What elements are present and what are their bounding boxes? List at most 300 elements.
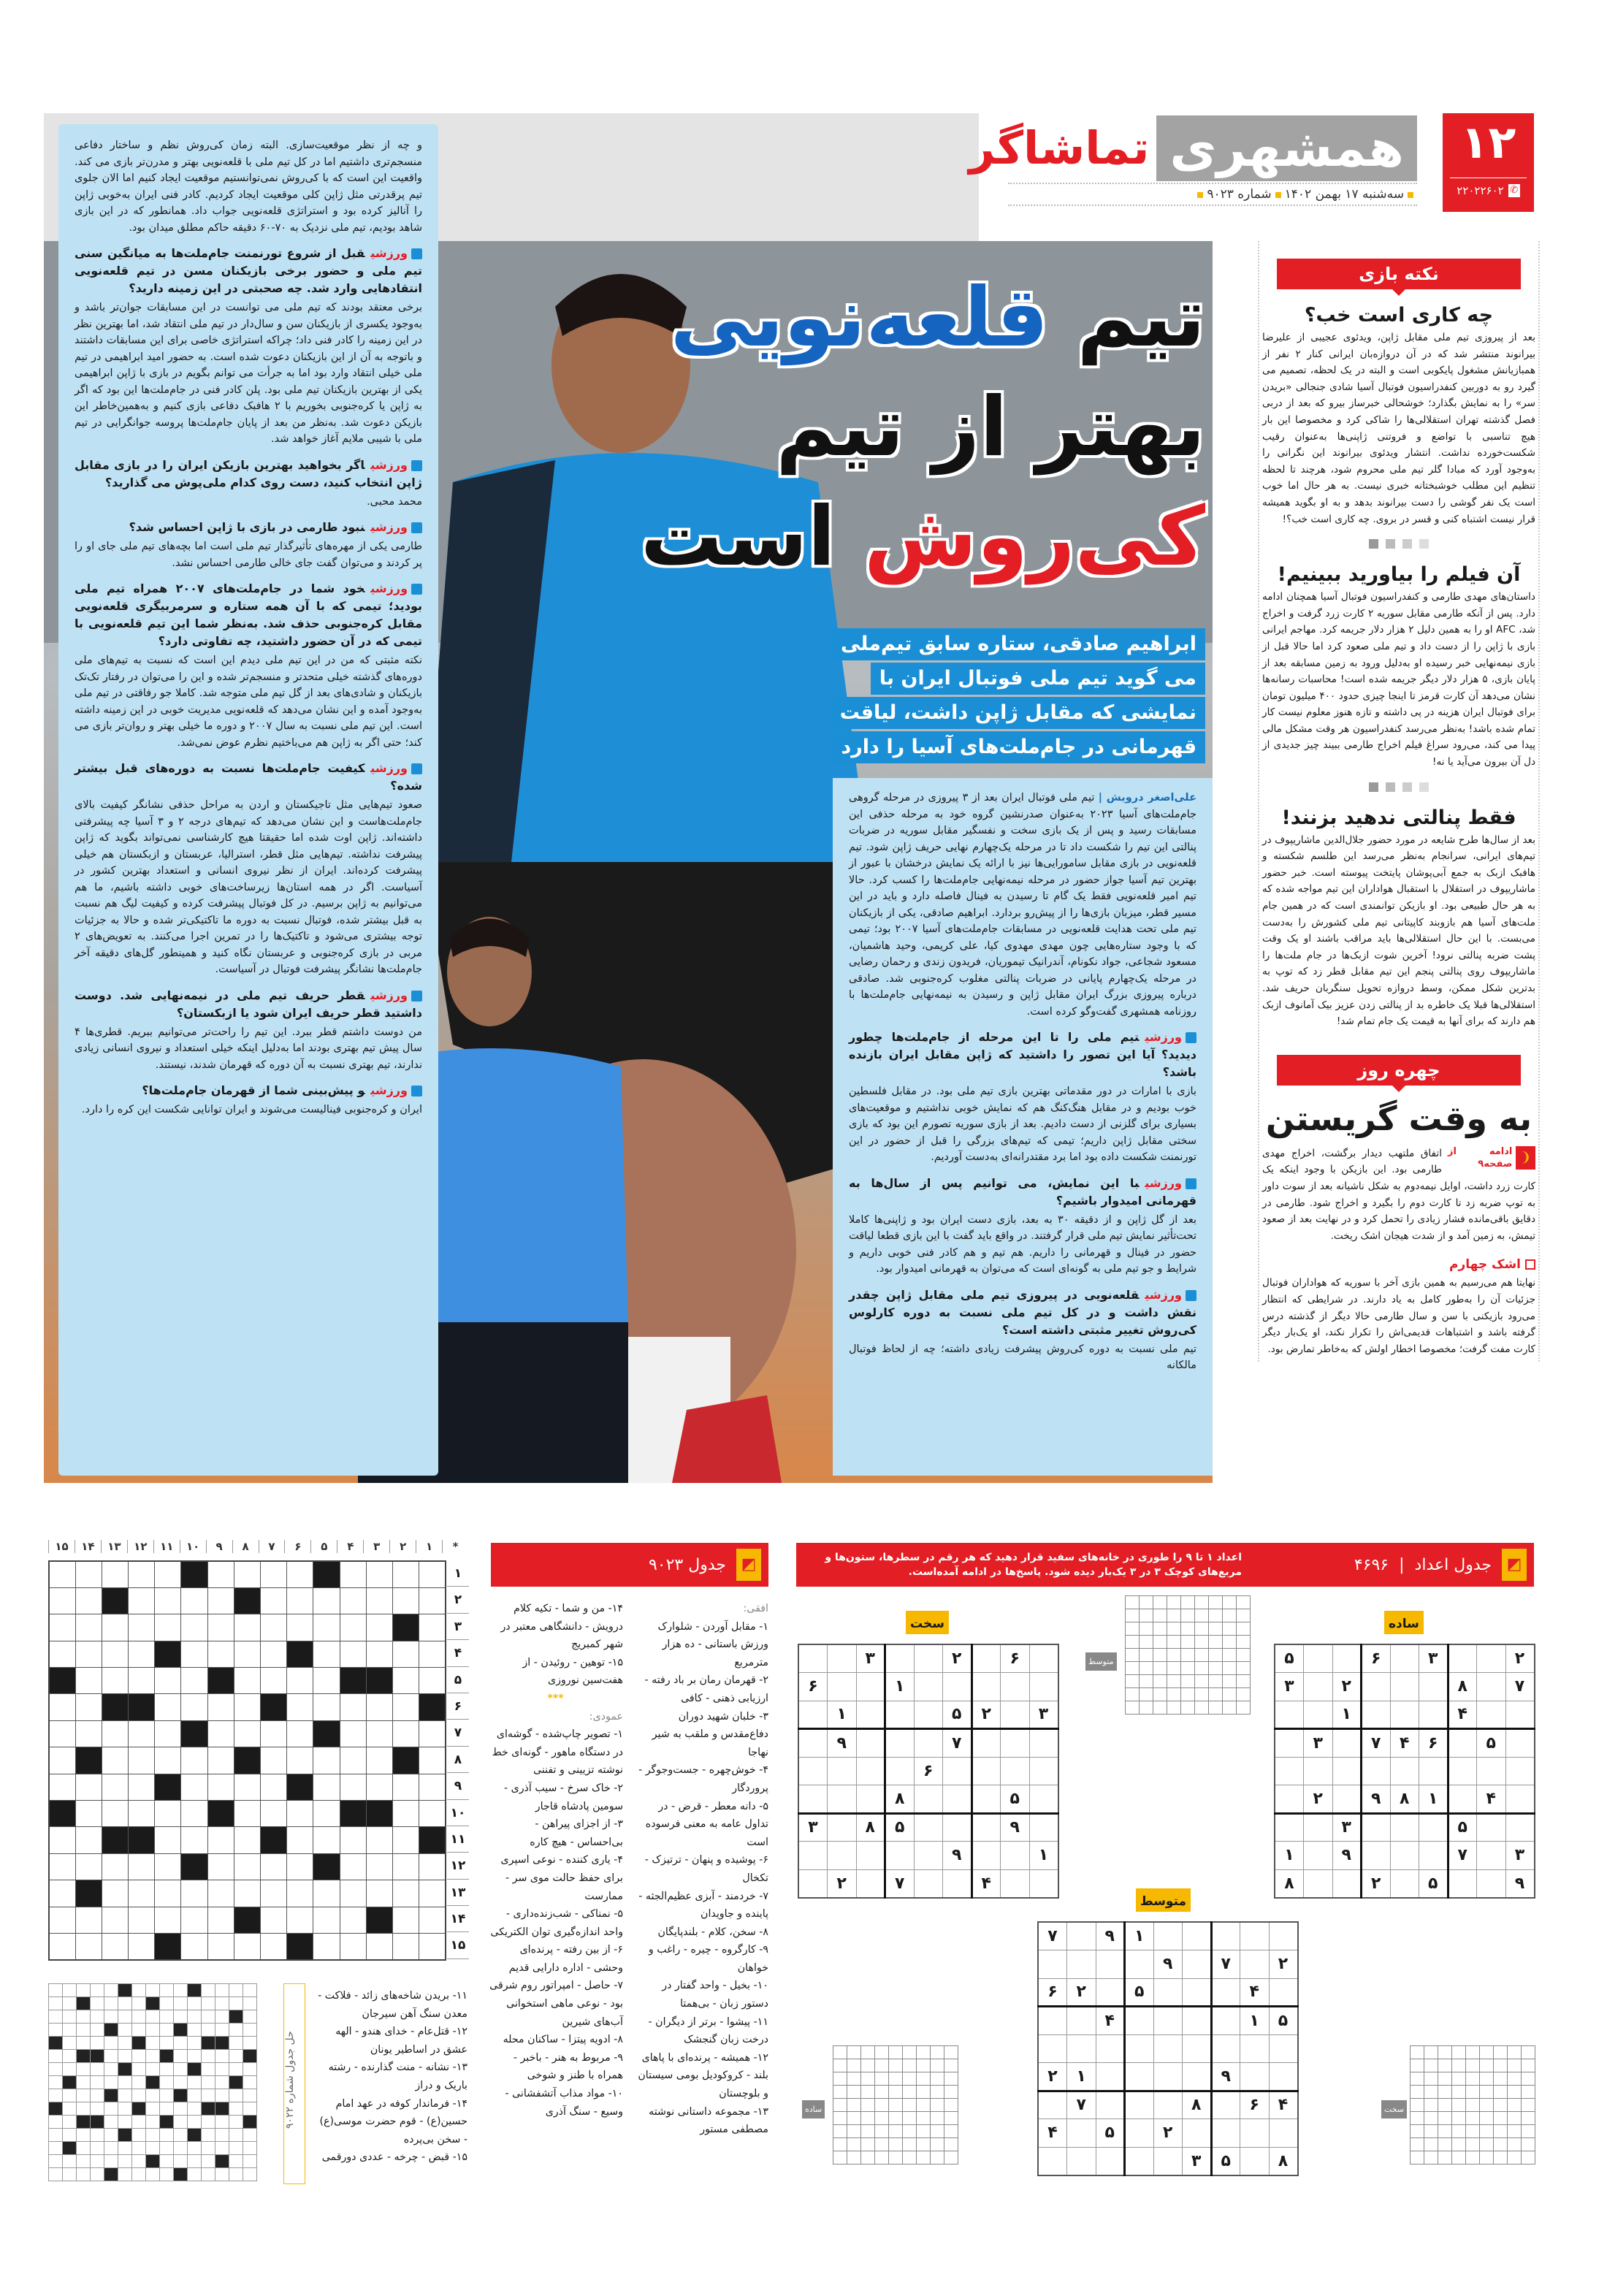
crossword-cell[interactable]: [129, 1880, 155, 1907]
sudoku-cell[interactable]: [1038, 2007, 1067, 2035]
sudoku-cell[interactable]: [1125, 2119, 1154, 2148]
crossword-cell[interactable]: [181, 1933, 207, 1959]
crossword-cell[interactable]: [155, 1587, 181, 1614]
sudoku-cell[interactable]: [1001, 1869, 1030, 1898]
crossword-cell[interactable]: [49, 1747, 75, 1774]
sudoku-cell[interactable]: [1304, 1842, 1333, 1870]
crossword-cell[interactable]: [392, 1774, 419, 1800]
crossword-cell[interactable]: [287, 1907, 313, 1933]
sudoku-cell[interactable]: ۱: [1419, 1785, 1448, 1814]
crossword-cell[interactable]: [49, 1907, 75, 1933]
sudoku-cell[interactable]: [1477, 1701, 1506, 1729]
crossword-cell[interactable]: [155, 1668, 181, 1694]
crossword-cell[interactable]: [49, 1587, 75, 1614]
crossword-cell[interactable]: [287, 1747, 313, 1774]
sudoku-cell[interactable]: [1419, 1842, 1448, 1870]
sudoku-cell[interactable]: [1505, 1813, 1535, 1842]
sudoku-cell[interactable]: ۷: [1067, 2091, 1096, 2119]
sudoku-cell[interactable]: ۳: [1304, 1729, 1333, 1758]
sudoku-cell[interactable]: ۳: [798, 1813, 828, 1842]
sudoku-cell[interactable]: [1275, 1813, 1304, 1842]
sudoku-cell[interactable]: [828, 1757, 857, 1785]
sudoku-cell[interactable]: ۵: [885, 1813, 915, 1842]
crossword-cell[interactable]: [287, 1668, 313, 1694]
sudoku-cell[interactable]: [1269, 1978, 1298, 2007]
crossword-cell[interactable]: [419, 1641, 446, 1667]
sudoku-cell[interactable]: [1269, 1922, 1298, 1950]
sudoku-cell[interactable]: [1096, 1950, 1125, 1979]
sudoku-cell[interactable]: [1269, 2063, 1298, 2091]
sudoku-cell[interactable]: [1001, 1757, 1030, 1785]
crossword-cell[interactable]: [181, 1720, 207, 1747]
sudoku-cell[interactable]: [1153, 1922, 1183, 1950]
sudoku-cell[interactable]: ۳: [1332, 1813, 1362, 1842]
sudoku-cell[interactable]: [914, 1673, 943, 1701]
sudoku-cell[interactable]: [1125, 2091, 1154, 2119]
sudoku-cell[interactable]: [1362, 1701, 1391, 1729]
crossword-cell[interactable]: [419, 1827, 446, 1853]
sudoku-cell[interactable]: ۹: [1362, 1785, 1391, 1814]
crossword-cell[interactable]: [181, 1853, 207, 1880]
sudoku-cell[interactable]: [885, 1729, 915, 1758]
crossword-cell[interactable]: [102, 1880, 128, 1907]
sudoku-cell[interactable]: [1448, 1869, 1477, 1898]
sudoku-cell[interactable]: [1419, 1813, 1448, 1842]
crossword-cell[interactable]: [49, 1801, 75, 1827]
crossword-cell[interactable]: [392, 1641, 419, 1667]
sudoku-cell[interactable]: [1390, 1644, 1419, 1673]
sudoku-cell[interactable]: [972, 1729, 1001, 1758]
crossword-cell[interactable]: [392, 1614, 419, 1641]
sudoku-cell[interactable]: [972, 1644, 1001, 1673]
sudoku-cell[interactable]: [828, 1813, 857, 1842]
sudoku-cell[interactable]: [1332, 1644, 1362, 1673]
sudoku-cell[interactable]: ۶: [914, 1757, 943, 1785]
crossword-cell[interactable]: [419, 1668, 446, 1694]
sudoku-cell[interactable]: [943, 1757, 972, 1785]
crossword-cell[interactable]: [366, 1853, 392, 1880]
crossword-cell[interactable]: [340, 1880, 366, 1907]
sudoku-cell[interactable]: [1362, 1757, 1391, 1785]
sudoku-cell[interactable]: ۵: [1096, 2119, 1125, 2148]
sudoku-cell[interactable]: [856, 1729, 885, 1758]
crossword-cell[interactable]: [340, 1614, 366, 1641]
sudoku-cell[interactable]: [1304, 1644, 1333, 1673]
sudoku-cell[interactable]: [1001, 1673, 1030, 1701]
crossword-cell[interactable]: [75, 1880, 102, 1907]
sudoku-cell[interactable]: [1304, 1869, 1333, 1898]
crossword-cell[interactable]: [313, 1720, 340, 1747]
sudoku-cell[interactable]: [798, 1842, 828, 1870]
crossword-cell[interactable]: [261, 1827, 287, 1853]
sudoku-cell[interactable]: [1029, 1757, 1058, 1785]
crossword-cell[interactable]: [49, 1827, 75, 1853]
sudoku-cell[interactable]: [1477, 1813, 1506, 1842]
crossword-cell[interactable]: [366, 1561, 392, 1587]
crossword-cell[interactable]: [49, 1880, 75, 1907]
sudoku-cell[interactable]: ۸: [1183, 2091, 1212, 2119]
crossword-cell[interactable]: [207, 1747, 234, 1774]
sudoku-cell[interactable]: ۱: [1332, 1701, 1362, 1729]
sudoku-cell[interactable]: ۹: [1332, 1842, 1362, 1870]
sudoku-cell[interactable]: [1001, 1729, 1030, 1758]
crossword-cell[interactable]: [313, 1907, 340, 1933]
crossword-cell[interactable]: [102, 1933, 128, 1959]
crossword-cell[interactable]: [129, 1587, 155, 1614]
sudoku-cell[interactable]: [914, 1869, 943, 1898]
sudoku-cell[interactable]: [1067, 1922, 1096, 1950]
sudoku-cell[interactable]: [1029, 1644, 1058, 1673]
crossword-cell[interactable]: [181, 1907, 207, 1933]
sudoku-cell[interactable]: [1505, 1785, 1535, 1814]
sudoku-cell[interactable]: [1304, 1701, 1333, 1729]
sudoku-cell[interactable]: [1125, 2063, 1154, 2091]
sudoku-cell[interactable]: [885, 1701, 915, 1729]
sudoku-cell[interactable]: [1001, 1842, 1030, 1870]
crossword-cell[interactable]: [155, 1720, 181, 1747]
crossword-cell[interactable]: [129, 1614, 155, 1641]
sudoku-cell[interactable]: [914, 1842, 943, 1870]
crossword-cell[interactable]: [234, 1853, 260, 1880]
crossword-cell[interactable]: [419, 1933, 446, 1959]
sudoku-cell[interactable]: [1477, 1673, 1506, 1701]
sudoku-cell[interactable]: [1477, 1869, 1506, 1898]
crossword-cell[interactable]: [392, 1933, 419, 1959]
crossword-cell[interactable]: [392, 1907, 419, 1933]
crossword-cell[interactable]: [129, 1827, 155, 1853]
crossword-cell[interactable]: [207, 1827, 234, 1853]
sudoku-cell[interactable]: ۶: [1038, 1978, 1067, 2007]
crossword-cell[interactable]: [75, 1907, 102, 1933]
sudoku-cell[interactable]: [1477, 1757, 1506, 1785]
sudoku-cell[interactable]: ۷: [1505, 1673, 1535, 1701]
sudoku-cell[interactable]: [1390, 1701, 1419, 1729]
sudoku-cell[interactable]: ۷: [1362, 1729, 1391, 1758]
sudoku-cell[interactable]: [1183, 1922, 1212, 1950]
sudoku-cell[interactable]: [1419, 1673, 1448, 1701]
sudoku-cell[interactable]: [1038, 2147, 1067, 2175]
sudoku-cell[interactable]: [914, 1701, 943, 1729]
sudoku-cell[interactable]: [1240, 1950, 1270, 1979]
sudoku-cell[interactable]: ۴: [1038, 2119, 1067, 2148]
sudoku-cell[interactable]: [1183, 2119, 1212, 2148]
sudoku-cell[interactable]: [1153, 2091, 1183, 2119]
sudoku-cell[interactable]: [856, 1785, 885, 1814]
sudoku-cell[interactable]: [856, 1842, 885, 1870]
crossword-cell[interactable]: [155, 1933, 181, 1959]
sudoku-cell[interactable]: ۵: [1269, 2007, 1298, 2035]
crossword-cell[interactable]: [129, 1907, 155, 1933]
crossword-cell[interactable]: [102, 1694, 128, 1720]
sudoku-cell[interactable]: [1304, 1813, 1333, 1842]
crossword-cell[interactable]: [234, 1561, 260, 1587]
crossword-cell[interactable]: [313, 1668, 340, 1694]
sudoku-cell[interactable]: [856, 1757, 885, 1785]
crossword-cell[interactable]: [261, 1774, 287, 1800]
crossword-cell[interactable]: [102, 1774, 128, 1800]
crossword-cell[interactable]: [287, 1614, 313, 1641]
sudoku-cell[interactable]: ۴: [1240, 1978, 1270, 2007]
sudoku-cell[interactable]: [1125, 2007, 1154, 2035]
sudoku-cell[interactable]: [885, 1757, 915, 1785]
sudoku-cell[interactable]: ۲: [1153, 2119, 1183, 2148]
crossword-cell[interactable]: [287, 1774, 313, 1800]
sudoku-cell[interactable]: [1038, 2034, 1067, 2063]
sudoku-cell[interactable]: [1332, 1869, 1362, 1898]
crossword-cell[interactable]: [155, 1827, 181, 1853]
crossword-cell[interactable]: [313, 1694, 340, 1720]
crossword-cell[interactable]: [155, 1801, 181, 1827]
sudoku-cell[interactable]: ۹: [1505, 1869, 1535, 1898]
crossword-cell[interactable]: [261, 1880, 287, 1907]
crossword-cell[interactable]: [366, 1827, 392, 1853]
sudoku-cell[interactable]: [1067, 1950, 1096, 1979]
crossword-cell[interactable]: [313, 1747, 340, 1774]
crossword-cell[interactable]: [234, 1668, 260, 1694]
crossword-cell[interactable]: [366, 1933, 392, 1959]
crossword-cell[interactable]: [261, 1907, 287, 1933]
sudoku-cell[interactable]: ۹: [1096, 1922, 1125, 1950]
crossword-cell[interactable]: [207, 1933, 234, 1959]
sudoku-cell[interactable]: ۸: [1269, 2147, 1298, 2175]
crossword-cell[interactable]: [181, 1587, 207, 1614]
sudoku-cell[interactable]: ۵: [1448, 1813, 1477, 1842]
crossword-cell[interactable]: [75, 1694, 102, 1720]
crossword-cell[interactable]: [129, 1774, 155, 1800]
crossword-cell[interactable]: [181, 1694, 207, 1720]
crossword-cell[interactable]: [261, 1614, 287, 1641]
sudoku-cell[interactable]: [828, 1842, 857, 1870]
sudoku-cell[interactable]: [1067, 2119, 1096, 2148]
crossword-cell[interactable]: [207, 1614, 234, 1641]
sudoku-cell[interactable]: ۲: [943, 1644, 972, 1673]
crossword-cell[interactable]: [234, 1801, 260, 1827]
crossword-cell[interactable]: [419, 1614, 446, 1641]
sudoku-cell[interactable]: ۵: [1001, 1785, 1030, 1814]
crossword-cell[interactable]: [102, 1827, 128, 1853]
crossword-cell[interactable]: [181, 1641, 207, 1667]
crossword-cell[interactable]: [419, 1880, 446, 1907]
sudoku-cell[interactable]: [943, 1673, 972, 1701]
sudoku-cell[interactable]: [1211, 2119, 1240, 2148]
crossword-cell[interactable]: [392, 1720, 419, 1747]
crossword-cell[interactable]: [419, 1853, 446, 1880]
sudoku-cell[interactable]: [1419, 1757, 1448, 1785]
sudoku-cell[interactable]: ۶: [1419, 1729, 1448, 1758]
crossword-cell[interactable]: [261, 1561, 287, 1587]
crossword-cell[interactable]: [392, 1587, 419, 1614]
sudoku-cell[interactable]: [1390, 1757, 1419, 1785]
crossword-cell[interactable]: [207, 1801, 234, 1827]
crossword-cell[interactable]: [287, 1853, 313, 1880]
sudoku-cell[interactable]: [943, 1813, 972, 1842]
sudoku-cell[interactable]: [828, 1785, 857, 1814]
sudoku-cell[interactable]: [798, 1644, 828, 1673]
crossword-cell[interactable]: [75, 1720, 102, 1747]
crossword-cell[interactable]: [261, 1668, 287, 1694]
sudoku-cell[interactable]: [1240, 2119, 1270, 2148]
crossword-cell[interactable]: [75, 1933, 102, 1959]
sudoku-cell[interactable]: [856, 1673, 885, 1701]
crossword-cell[interactable]: [313, 1774, 340, 1800]
crossword-cell[interactable]: [366, 1774, 392, 1800]
sudoku-cell[interactable]: [1067, 2147, 1096, 2175]
crossword-cell[interactable]: [366, 1880, 392, 1907]
sudoku-cell[interactable]: ۸: [856, 1813, 885, 1842]
sudoku-cell[interactable]: [1096, 2091, 1125, 2119]
crossword-cell[interactable]: [234, 1933, 260, 1959]
sudoku-cell[interactable]: [1332, 1757, 1362, 1785]
crossword-cell[interactable]: [75, 1587, 102, 1614]
sudoku-cell[interactable]: ۸: [885, 1785, 915, 1814]
crossword-cell[interactable]: [313, 1827, 340, 1853]
crossword-cell[interactable]: [207, 1907, 234, 1933]
crossword-cell[interactable]: [129, 1933, 155, 1959]
sudoku-cell[interactable]: [1125, 2034, 1154, 2063]
crossword-cell[interactable]: [392, 1880, 419, 1907]
crossword-cell[interactable]: [75, 1747, 102, 1774]
sudoku-cell[interactable]: [1304, 1673, 1333, 1701]
crossword-cell[interactable]: [234, 1694, 260, 1720]
crossword-cell[interactable]: [181, 1561, 207, 1587]
sudoku-cell[interactable]: ۱: [1275, 1842, 1304, 1870]
crossword-cell[interactable]: [419, 1694, 446, 1720]
sudoku-cell[interactable]: [1304, 1757, 1333, 1785]
sudoku-cell[interactable]: ۹: [1001, 1813, 1030, 1842]
sudoku-cell[interactable]: [1183, 2007, 1212, 2035]
crossword-cell[interactable]: [181, 1668, 207, 1694]
crossword-cell[interactable]: [49, 1720, 75, 1747]
crossword-cell[interactable]: [129, 1801, 155, 1827]
sudoku-cell[interactable]: [1477, 1842, 1506, 1870]
sudoku-cell[interactable]: [972, 1842, 1001, 1870]
sudoku-cell[interactable]: [1362, 1842, 1391, 1870]
sudoku-cell[interactable]: [1211, 2007, 1240, 2035]
crossword-cell[interactable]: [340, 1694, 366, 1720]
sudoku-cell[interactable]: [1390, 1673, 1419, 1701]
sudoku-cell[interactable]: [914, 1785, 943, 1814]
sudoku-cell[interactable]: [1211, 1922, 1240, 1950]
crossword-cell[interactable]: [207, 1853, 234, 1880]
crossword-cell[interactable]: [234, 1720, 260, 1747]
sudoku-cell[interactable]: ۲: [828, 1869, 857, 1898]
sudoku-cell[interactable]: ۲: [1332, 1673, 1362, 1701]
sudoku-cell[interactable]: [1211, 2034, 1240, 2063]
sudoku-cell[interactable]: [1153, 2007, 1183, 2035]
sudoku-cell[interactable]: ۷: [943, 1729, 972, 1758]
sudoku-cell[interactable]: ۳: [1419, 1644, 1448, 1673]
crossword-cell[interactable]: [102, 1801, 128, 1827]
sudoku-cell[interactable]: [856, 1869, 885, 1898]
sudoku-cell[interactable]: ۸: [1390, 1785, 1419, 1814]
sudoku-cell[interactable]: [1067, 2007, 1096, 2035]
sudoku-cell[interactable]: ۴: [972, 1869, 1001, 1898]
crossword-cell[interactable]: [287, 1933, 313, 1959]
sudoku-cell[interactable]: ۲: [972, 1701, 1001, 1729]
crossword-cell[interactable]: [181, 1801, 207, 1827]
sudoku-cell[interactable]: ۹: [828, 1729, 857, 1758]
crossword-cell[interactable]: [392, 1853, 419, 1880]
crossword-cell[interactable]: [207, 1774, 234, 1800]
sudoku-cell[interactable]: ۵: [943, 1701, 972, 1729]
crossword-cell[interactable]: [340, 1587, 366, 1614]
sudoku-cell[interactable]: ۲: [1362, 1869, 1391, 1898]
crossword-cell[interactable]: [49, 1774, 75, 1800]
sudoku-cell[interactable]: [1153, 2147, 1183, 2175]
sudoku-cell[interactable]: [1183, 2034, 1212, 2063]
sudoku-cell[interactable]: [1096, 1978, 1125, 2007]
sudoku-cell[interactable]: ۱: [1125, 1922, 1154, 1950]
crossword-cell[interactable]: [207, 1694, 234, 1720]
crossword-cell[interactable]: [419, 1561, 446, 1587]
sudoku-cell[interactable]: ۵: [1275, 1644, 1304, 1673]
crossword-cell[interactable]: [234, 1907, 260, 1933]
crossword-cell[interactable]: [419, 1587, 446, 1614]
sudoku-cell[interactable]: [885, 1842, 915, 1870]
crossword-cell[interactable]: [287, 1801, 313, 1827]
sudoku-cell[interactable]: [914, 1729, 943, 1758]
crossword-cell[interactable]: [75, 1668, 102, 1694]
sudoku-cell[interactable]: [972, 1813, 1001, 1842]
crossword-cell[interactable]: [155, 1614, 181, 1641]
crossword-cell[interactable]: [419, 1747, 446, 1774]
crossword-cell[interactable]: [313, 1853, 340, 1880]
crossword-cell[interactable]: [366, 1747, 392, 1774]
sudoku-cell[interactable]: [1240, 2034, 1270, 2063]
sudoku-cell[interactable]: ۲: [1304, 1785, 1333, 1814]
crossword-cell[interactable]: [102, 1561, 128, 1587]
crossword-cell[interactable]: [392, 1668, 419, 1694]
sudoku-cell[interactable]: [1505, 1701, 1535, 1729]
crossword-cell[interactable]: [313, 1801, 340, 1827]
crossword-cell[interactable]: [419, 1774, 446, 1800]
crossword-cell[interactable]: [102, 1668, 128, 1694]
sudoku-cell[interactable]: ۱: [828, 1701, 857, 1729]
crossword-cell[interactable]: [261, 1801, 287, 1827]
sudoku-cell[interactable]: [1362, 1673, 1391, 1701]
sudoku-cell[interactable]: ۵: [1477, 1729, 1506, 1758]
sudoku-cell[interactable]: [1153, 2034, 1183, 2063]
sudoku-cell[interactable]: ۳: [1505, 1842, 1535, 1870]
sudoku-cell[interactable]: [914, 1644, 943, 1673]
crossword-cell[interactable]: [234, 1641, 260, 1667]
sudoku-cell[interactable]: ۷: [885, 1869, 915, 1898]
sudoku-cell[interactable]: [1419, 1701, 1448, 1729]
crossword-cell[interactable]: [129, 1853, 155, 1880]
crossword-cell[interactable]: [102, 1614, 128, 1641]
sudoku-cell[interactable]: [1362, 1813, 1391, 1842]
sudoku-cell[interactable]: [1183, 1950, 1212, 1979]
sudoku-cell[interactable]: [798, 1757, 828, 1785]
sudoku-cell[interactable]: ۳: [1183, 2147, 1212, 2175]
crossword-cell[interactable]: [75, 1641, 102, 1667]
sudoku-cell[interactable]: ۱: [885, 1673, 915, 1701]
sudoku-cell[interactable]: ۶: [798, 1673, 828, 1701]
crossword-cell[interactable]: [340, 1641, 366, 1667]
crossword-cell[interactable]: [49, 1668, 75, 1694]
sudoku-cell[interactable]: ۴: [1477, 1785, 1506, 1814]
crossword-cell[interactable]: [129, 1561, 155, 1587]
crossword-cell[interactable]: [313, 1561, 340, 1587]
crossword-cell[interactable]: [313, 1641, 340, 1667]
crossword-cell[interactable]: [155, 1774, 181, 1800]
crossword-cell[interactable]: [155, 1641, 181, 1667]
crossword-cell[interactable]: [261, 1694, 287, 1720]
crossword-cell[interactable]: [366, 1720, 392, 1747]
sudoku-cell[interactable]: ۵: [1211, 2147, 1240, 2175]
crossword-cell[interactable]: [261, 1747, 287, 1774]
crossword-cell[interactable]: [313, 1614, 340, 1641]
